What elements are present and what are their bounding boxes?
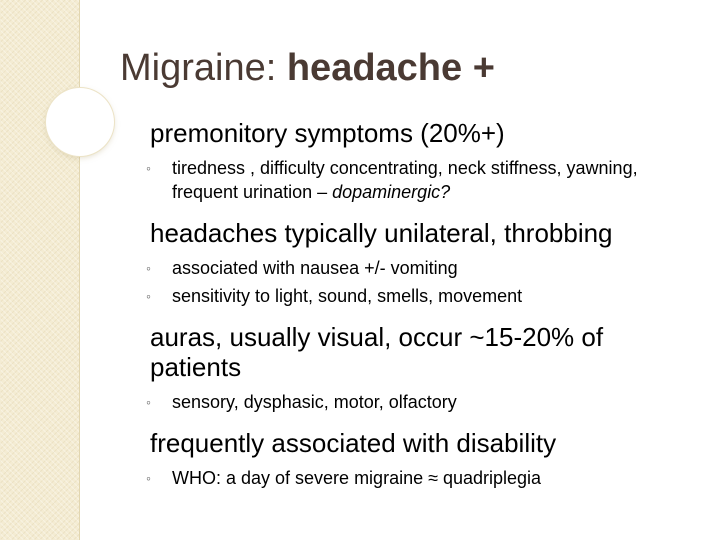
title-regular: Migraine: (120, 47, 287, 89)
bullet-text: headaches typically unilateral, throbbing (150, 218, 613, 248)
sub-bullet-text: WHO: a day of severe migraine ≈ quadriplegia (172, 468, 542, 488)
title-bold: headache + (286, 47, 495, 89)
bullet-text: premonitory symptoms (20%+) (150, 118, 505, 148)
sub-bullet-sensitivity (130, 284, 700, 308)
bullet-auras (130, 322, 700, 382)
sub-bullet-text: associated with nausea +/- vomiting (172, 258, 458, 278)
sub-bullet-circle-icon: ◦ (146, 394, 151, 410)
sub-bullet-italic-text: dopaminergic? (332, 182, 451, 202)
sub-bullet-text: tiredness , difficulty concentrating, neck stiffness, yawning, frequent urination – (172, 158, 638, 202)
side-band-edge (79, 0, 80, 540)
bullet-disability (130, 428, 700, 458)
sub-bullet-circle-icon: ◦ (146, 260, 151, 276)
decorative-circle-icon (46, 88, 114, 156)
sub-bullet-circle-icon: ◦ (146, 470, 151, 486)
slide-title (120, 48, 495, 90)
sub-bullet-text: sensory, dysphasic, motor, olfactory (172, 392, 457, 412)
slide-body (130, 118, 700, 490)
bullet-text: frequently associated with disability (150, 428, 557, 458)
bullet-premonitory (130, 118, 700, 148)
bullet-text: auras, usually visual, occur ~15-20% of patients (150, 322, 604, 382)
sub-bullet-premonitory-symptoms (130, 156, 700, 204)
sub-bullet-nausea (130, 256, 700, 280)
bullet-headaches (130, 218, 700, 248)
sub-bullet-circle-icon: ◦ (146, 288, 151, 304)
sub-bullet-circle-icon: ◦ (146, 160, 151, 176)
sub-bullet-aura-types (130, 390, 700, 414)
sub-bullet-text: sensitivity to light, sound, smells, movement (172, 286, 523, 306)
sub-bullet-who (130, 466, 700, 490)
side-decoration-band (0, 0, 80, 540)
